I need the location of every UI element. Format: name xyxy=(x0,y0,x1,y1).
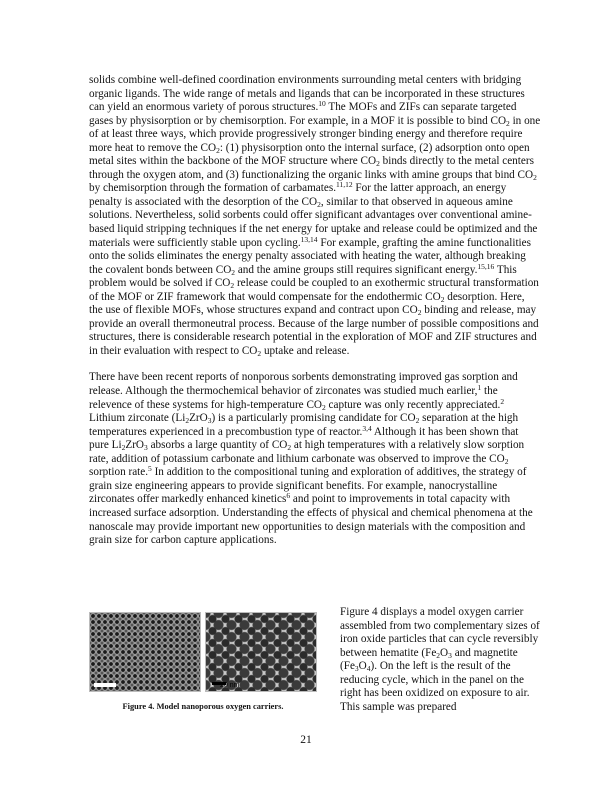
subscript: 2 xyxy=(230,281,235,291)
subscript: 2 xyxy=(436,650,441,660)
subscript: 2 xyxy=(317,199,321,209)
text-run: This problem would be solved if CO xyxy=(89,263,517,290)
text-run: the relevence of these systems for high-temperature CO xyxy=(89,385,498,411)
scale-bar xyxy=(94,683,116,687)
text-run: at high temperatures with a relatively slow sorption rate, addition of potassium carbonate and lithium carbonate was observed to improve the CO xyxy=(89,439,525,465)
citation: 13,14 xyxy=(300,234,318,244)
citation: 6 xyxy=(286,491,291,501)
text-run: and the amine groups still requires significant energy. xyxy=(235,263,478,276)
citation: 2 xyxy=(500,396,505,406)
subscript: 3 xyxy=(354,664,359,674)
subscript: 2 xyxy=(415,416,420,426)
subscript: 2 xyxy=(504,456,509,466)
text-run: sorption rate. xyxy=(89,466,149,479)
subscript: 2 xyxy=(231,267,236,277)
figure-images xyxy=(89,612,317,692)
citation: 15,16 xyxy=(477,261,495,271)
micrograph-oxidized xyxy=(205,612,317,692)
paragraph-3 xyxy=(340,606,542,714)
text-run: O xyxy=(440,646,449,659)
text-run: release could be coupled to an exothermic structural transformation of the MOF or ZIF framework that would compensate for the endothermic CO xyxy=(89,277,539,303)
page-number: 21 xyxy=(300,734,312,746)
subscript: 2 xyxy=(322,402,326,412)
text-run: There have been recent reports of nonporous sorbents demonstrating improved gas sorption and release. Although the thermochemical behavior of zirconates was studied much earlier, xyxy=(89,371,518,398)
subscript: 2 xyxy=(287,443,292,453)
text-run: uptake and release. xyxy=(261,344,350,357)
text-run: in one of at least three ways, which provide progressively stronger binding energy and therefore require more heat to remove the CO xyxy=(89,114,541,154)
text-run: Lithium zirconate (Li xyxy=(89,412,186,425)
subscript: 2 xyxy=(506,118,510,128)
text-run: solids combine well-defined coordination environments surrounding metal centers with bridging organic ligands. The wide range of metals and ligands that can be incorporated in these structures can yield an enormous variety of porous structures. xyxy=(89,74,525,114)
text-run: desorption. Here, the use of flexible MOFs, whose structures expand and contract upon CO xyxy=(89,290,525,317)
text-run: Although it has been shown that pure Li xyxy=(89,425,519,452)
subscript: 3 xyxy=(144,443,148,453)
text-run: , similar to that observed in aqueous amine solutions. Nevertheless, solid sorbents could offer significant advantages over conventional amine-based liquid stripping techniques if the net energy for uptake and release could be optimized and the materials were sufficiently stable upon cycling. xyxy=(89,195,538,249)
text-run: ). On the left is the result of the reducing cycle, which in the panel on the right has been oxidized on exposure to air. This sample was prepared xyxy=(340,660,530,713)
subscript: 2 xyxy=(257,348,262,358)
text-run: capture was only recently appreciated. xyxy=(325,398,501,411)
citation: 5 xyxy=(148,464,152,474)
text-run: binds directly to the metal centers through the oxygen atom, and (3) functionalizing the organic links with amine groups that bind CO xyxy=(89,155,534,181)
subscript: 2 xyxy=(185,416,190,426)
paragraph-2 xyxy=(89,371,541,547)
citation: 11,12 xyxy=(336,180,353,190)
subscript: 2 xyxy=(533,172,537,182)
paragraph-1 xyxy=(89,74,541,358)
text-run: : (1) physisorption onto the internal surface, (2) adsorption onto open metal sites within the backbone of the MOF structure where CO xyxy=(89,141,530,168)
subscript: 3 xyxy=(207,416,212,426)
text-run: and magnetite (Fe xyxy=(340,646,518,673)
text-run: ZrO xyxy=(125,439,145,452)
citation: 1 xyxy=(477,383,482,393)
citation: 10 xyxy=(318,99,326,109)
subscript: 2 xyxy=(376,159,380,169)
micrograph-reduced xyxy=(89,612,201,692)
figure-section xyxy=(89,606,541,726)
scale-label: 20 nm xyxy=(220,682,240,689)
citation: 3,4 xyxy=(362,423,372,433)
text-run: by chemisorption through the formation of carbamates. xyxy=(89,182,336,195)
main-text xyxy=(89,74,541,548)
text-run: and point to improvements in total capacity with increased surface adsorption. Understanding the effects of physical and chemical phenomena at the nanoscale may provide important new opportunities to design materials with the composition and grain size for carbon capture applications. xyxy=(89,493,533,547)
subscript: 2 xyxy=(440,294,445,304)
text-run: For the latter approach, an energy penalty is associated with the desorption of the CO xyxy=(89,182,507,208)
text-run: absorbs a large quantity of CO xyxy=(147,439,288,452)
side-column xyxy=(340,606,542,714)
text-run: ZrO xyxy=(189,412,208,425)
subscript: 2 xyxy=(216,145,220,155)
text-run: binding and release, may provide an overall thermoneutral process. Because of the large number of possible compositions and structures, there is considerable research potential in the exploration of MOF and ZIF structures and in their evaluation with respect to CO xyxy=(89,304,539,357)
text-run: O xyxy=(358,660,367,673)
subscript: 2 xyxy=(417,308,422,318)
subscript: 2 xyxy=(121,443,126,453)
subscript: 4 xyxy=(366,664,371,674)
text-run: separation at the high temperatures experienced in a precombustion type of reactor. xyxy=(89,412,519,438)
figure-caption: Figure 4. Model nanoporous oxygen carriers. xyxy=(122,702,284,711)
text-run: In addition to the compositional tuning and exploration of additives, the strategy of grain size engineering appears to provide significant benefits. For example, nanocrystalline zirconates offer markedly enhanced kinetics xyxy=(89,466,527,506)
subscript: 3 xyxy=(448,650,452,660)
text-run: ) is a particularly promising candidate for CO xyxy=(211,412,416,425)
text-run: For example, grafting the amine functionalities onto the solids eliminates the energy penalty associated with heating the water, although breaking the covalent bonds between CO xyxy=(89,236,531,276)
figure-4 xyxy=(89,612,317,711)
text-run: The MOFs and ZIFs can separate targeted gases by physisorption or by chemisorption. For example, in a MOF it is possible to bind CO xyxy=(89,101,517,127)
text-run: Figure 4 displays a model oxygen carrier assembled from two complementary sizes of iron oxide particles that can cycle reversibly between hematite (Fe xyxy=(340,606,540,659)
